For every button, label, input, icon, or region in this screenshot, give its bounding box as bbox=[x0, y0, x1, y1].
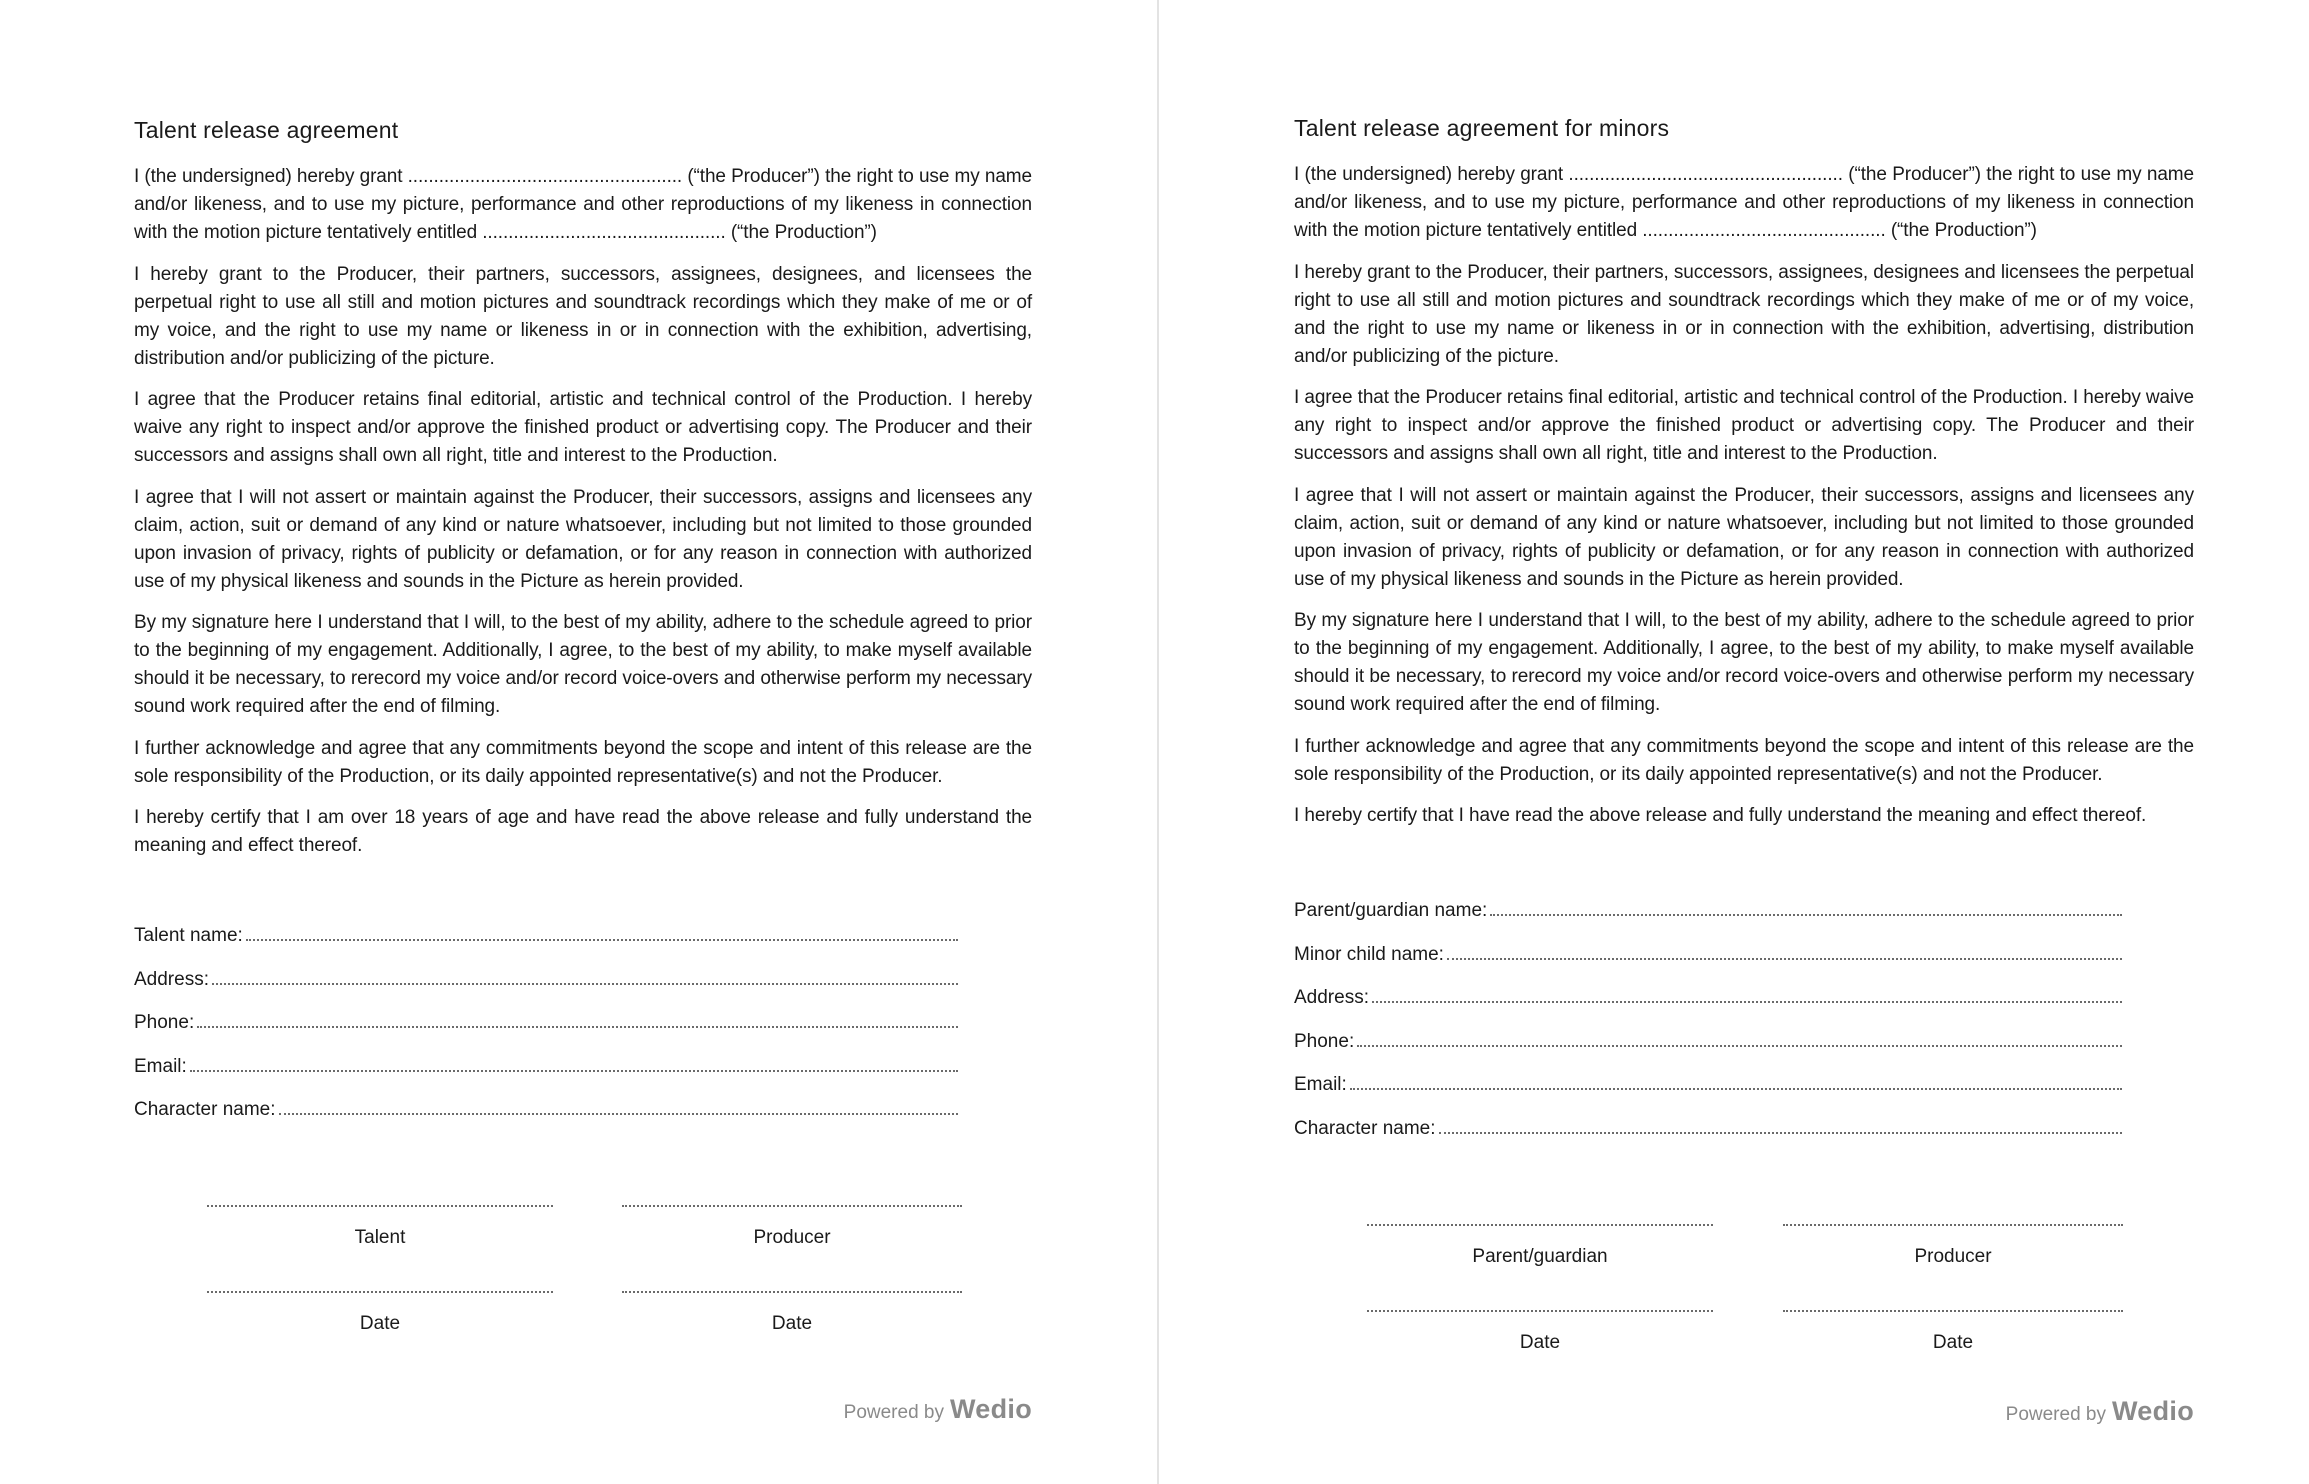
wedio-logo: Wedio bbox=[2112, 1396, 2194, 1426]
powered-by-wedio bbox=[844, 1394, 1032, 1425]
paragraph: I hereby certify that I have read the above release and fully understand the meaning and effect thereof. bbox=[1294, 805, 2147, 826]
powered-by-label: Powered by bbox=[843, 1402, 944, 1423]
paragraph: I (the undersigned) hereby grant ..................................................... (“the Producer”) the right to use my name and/or likeness, and to use my picture, performance and other reproductions of my likeness in connection with the motion picture tentatively entitled ............................................... (“the Production”) bbox=[1294, 164, 2194, 241]
dotted-line bbox=[190, 1054, 958, 1072]
dotted-line bbox=[622, 1203, 962, 1207]
document-body bbox=[134, 163, 1032, 874]
dotted-line bbox=[1350, 1072, 2122, 1090]
dotted-line bbox=[279, 1097, 958, 1115]
producer-signature-line[interactable] bbox=[622, 1203, 962, 1249]
field-label: Minor child name: bbox=[1294, 943, 1444, 965]
paragraph: I agree that I will not assert or maintain against the Producer, their successors, assigns and licensees any claim, action, suit or demand of any kind or nature whatsoever, including but not limited to those grounded upon invasion of privacy, rights of publicity or defamation, or for any reason in connection with authorized use of my physical likeness and sounds in the Picture as herein provided. bbox=[134, 486, 1032, 592]
phone-field[interactable] bbox=[134, 1010, 958, 1054]
document-title: Talent release agreement for minors bbox=[1294, 115, 1670, 141]
talent-name-field[interactable] bbox=[134, 923, 958, 967]
dotted-line bbox=[1783, 1222, 2123, 1226]
producer-date-line[interactable] bbox=[622, 1289, 962, 1335]
field-label: Character name: bbox=[1294, 1117, 1436, 1139]
dotted-line bbox=[207, 1289, 553, 1293]
field-label: Talent name: bbox=[134, 925, 243, 946]
dotted-line bbox=[1367, 1308, 1713, 1312]
paragraph: I hereby grant to the Producer, their partners, successors, assignees, designees and licensees the perpetual right to use all still and motion pictures and soundtrack recordings which they make of me or of my voice, and the right to use my name or likeness in or in connection with the exhibition, advertising, distribution and/or publicizing of the picture. bbox=[1294, 261, 2194, 367]
field-label: Phone: bbox=[134, 1012, 195, 1033]
field-label: Address: bbox=[1294, 987, 1369, 1008]
signature-caption: Parent/guardian bbox=[1472, 1246, 1608, 1267]
document-page-talent-release-minors bbox=[1294, 0, 2194, 1484]
paragraph: I agree that the Producer retains final editorial, artistic and technical control of the Production. I hereby waive any right to inspect and/or approve the finished product or advertising copy. The Producer and their successors and assigns shall own all right, title and interest to the Production. bbox=[134, 389, 1032, 466]
dotted-line bbox=[246, 923, 958, 941]
character-name-field[interactable] bbox=[134, 1097, 958, 1141]
field-label: Character name: bbox=[134, 1099, 276, 1120]
email-field[interactable] bbox=[134, 1054, 958, 1098]
dotted-line bbox=[212, 967, 958, 985]
powered-by-wedio bbox=[2006, 1396, 2194, 1427]
paragraph: By my signature here I understand that I will, to the best of my ability, adhere to the schedule agreed to prior to the beginning of my engagement. Additionally, I agree, to the best of my ability, to make myself available should it be necessary, to rerecord my voice and/or record voice-overs and otherwise perform my necessary sound work required after the end of filming. bbox=[1294, 610, 2194, 715]
field-label: Email: bbox=[134, 1055, 187, 1077]
date-caption: Date bbox=[771, 1313, 813, 1334]
parent-guardian-date-line[interactable] bbox=[1367, 1308, 1713, 1354]
field-label: Parent/guardian name: bbox=[1294, 900, 1488, 921]
paragraph: I agree that I will not assert or maintain against the Producer, their successors, assigns and licensees any claim, action, suit or demand of any kind or nature whatsoever, including but not limited to those grounded upon invasion of privacy, rights of publicity or defamation, or for any reason in connection with authorized use of my physical likeness and sounds in the Picture as herein provided. bbox=[1294, 484, 2194, 590]
dotted-line bbox=[1372, 985, 2122, 1003]
paragraph: I agree that the Producer retains final editorial, artistic and technical control of the Production. I hereby waive any right to inspect and/or approve the finished product or advertising copy. The Producer and their successors and assigns shall own all right, title and interest to the Production. bbox=[1294, 387, 2194, 464]
powered-by-label: Powered by bbox=[2005, 1404, 2106, 1425]
address-field[interactable] bbox=[1294, 985, 2122, 1029]
form-fields bbox=[1294, 898, 2122, 1159]
wedio-logo: Wedio bbox=[950, 1394, 1032, 1424]
talent-date-line[interactable] bbox=[207, 1289, 553, 1335]
field-label: Phone: bbox=[1294, 1030, 1355, 1052]
paragraph: I (the undersigned) hereby grant ..................................................... (“the Producer”) the right to use my name and/or likeness, and to use my picture, performance and other reproductions of my likeness in connection with the motion picture tentatively entitled ............................................... (“the Production”) bbox=[134, 166, 1032, 243]
minor-child-name-field[interactable] bbox=[1294, 942, 2122, 986]
dotted-line bbox=[622, 1289, 962, 1293]
document-body bbox=[1294, 161, 2194, 844]
address-field[interactable] bbox=[134, 967, 958, 1011]
email-field[interactable] bbox=[1294, 1072, 2122, 1116]
dotted-line bbox=[1439, 1116, 2122, 1134]
paragraph: By my signature here I understand that I will, to the best of my ability, adhere to the schedule agreed to prior to the beginning of my engagement. Additionally, I agree, to the best of my ability, to make myself available should it be necessary, to rerecord my voice and/or record voice-overs and otherwise perform my necessary sound work required after the end of filming. bbox=[134, 612, 1032, 717]
dotted-line bbox=[1357, 1029, 2122, 1047]
signature-caption: Producer bbox=[753, 1227, 831, 1248]
dotted-line bbox=[1367, 1222, 1713, 1226]
paragraph: I hereby grant to the Producer, their partners, successors, assignees, designees, and licensees the perpetual right to use all still and motion pictures and soundtrack recordings which they make of me or of my voice, and the right to use my name or likeness in or in connection with the exhibition, advertising, distribution and/or publicizing of the picture. bbox=[134, 263, 1032, 369]
field-label: Email: bbox=[1294, 1074, 1347, 1095]
signature-caption: Producer bbox=[1914, 1246, 1992, 1267]
paragraph: I further acknowledge and agree that any commitments beyond the scope and intent of this release are the sole responsibility of the Production, or its daily appointed representative(s) and not the Producer. bbox=[134, 737, 1032, 787]
character-name-field[interactable] bbox=[1294, 1116, 2122, 1160]
date-caption: Date bbox=[1932, 1332, 1974, 1353]
phone-field[interactable] bbox=[1294, 1029, 2122, 1073]
dotted-line bbox=[1490, 898, 2122, 916]
document-page-talent-release bbox=[134, 0, 1032, 1484]
dotted-line bbox=[1447, 942, 2122, 960]
parent-guardian-name-field[interactable] bbox=[1294, 898, 2122, 942]
date-caption: Date bbox=[359, 1313, 401, 1334]
paragraph: I further acknowledge and agree that any commitments beyond the scope and intent of this release are the sole responsibility of the Production, or its daily appointed representative(s) and not the Producer. bbox=[1294, 735, 2194, 785]
page-divider bbox=[1157, 0, 1159, 1484]
signature-caption: Talent bbox=[354, 1227, 406, 1248]
document-title: Talent release agreement bbox=[134, 117, 399, 143]
parent-guardian-signature-line[interactable] bbox=[1367, 1222, 1713, 1268]
field-label: Address: bbox=[134, 968, 209, 990]
producer-date-line[interactable] bbox=[1783, 1308, 2123, 1354]
dotted-line bbox=[197, 1010, 958, 1028]
dotted-line bbox=[207, 1203, 553, 1207]
form-fields bbox=[134, 923, 958, 1141]
producer-signature-line[interactable] bbox=[1783, 1222, 2123, 1268]
paragraph: I hereby certify that I am over 18 years of age and have read the above release and fully understand the meaning and effect thereof. bbox=[134, 807, 1032, 856]
talent-signature-line[interactable] bbox=[207, 1203, 553, 1249]
date-caption: Date bbox=[1519, 1332, 1561, 1353]
dotted-line bbox=[1783, 1308, 2123, 1312]
